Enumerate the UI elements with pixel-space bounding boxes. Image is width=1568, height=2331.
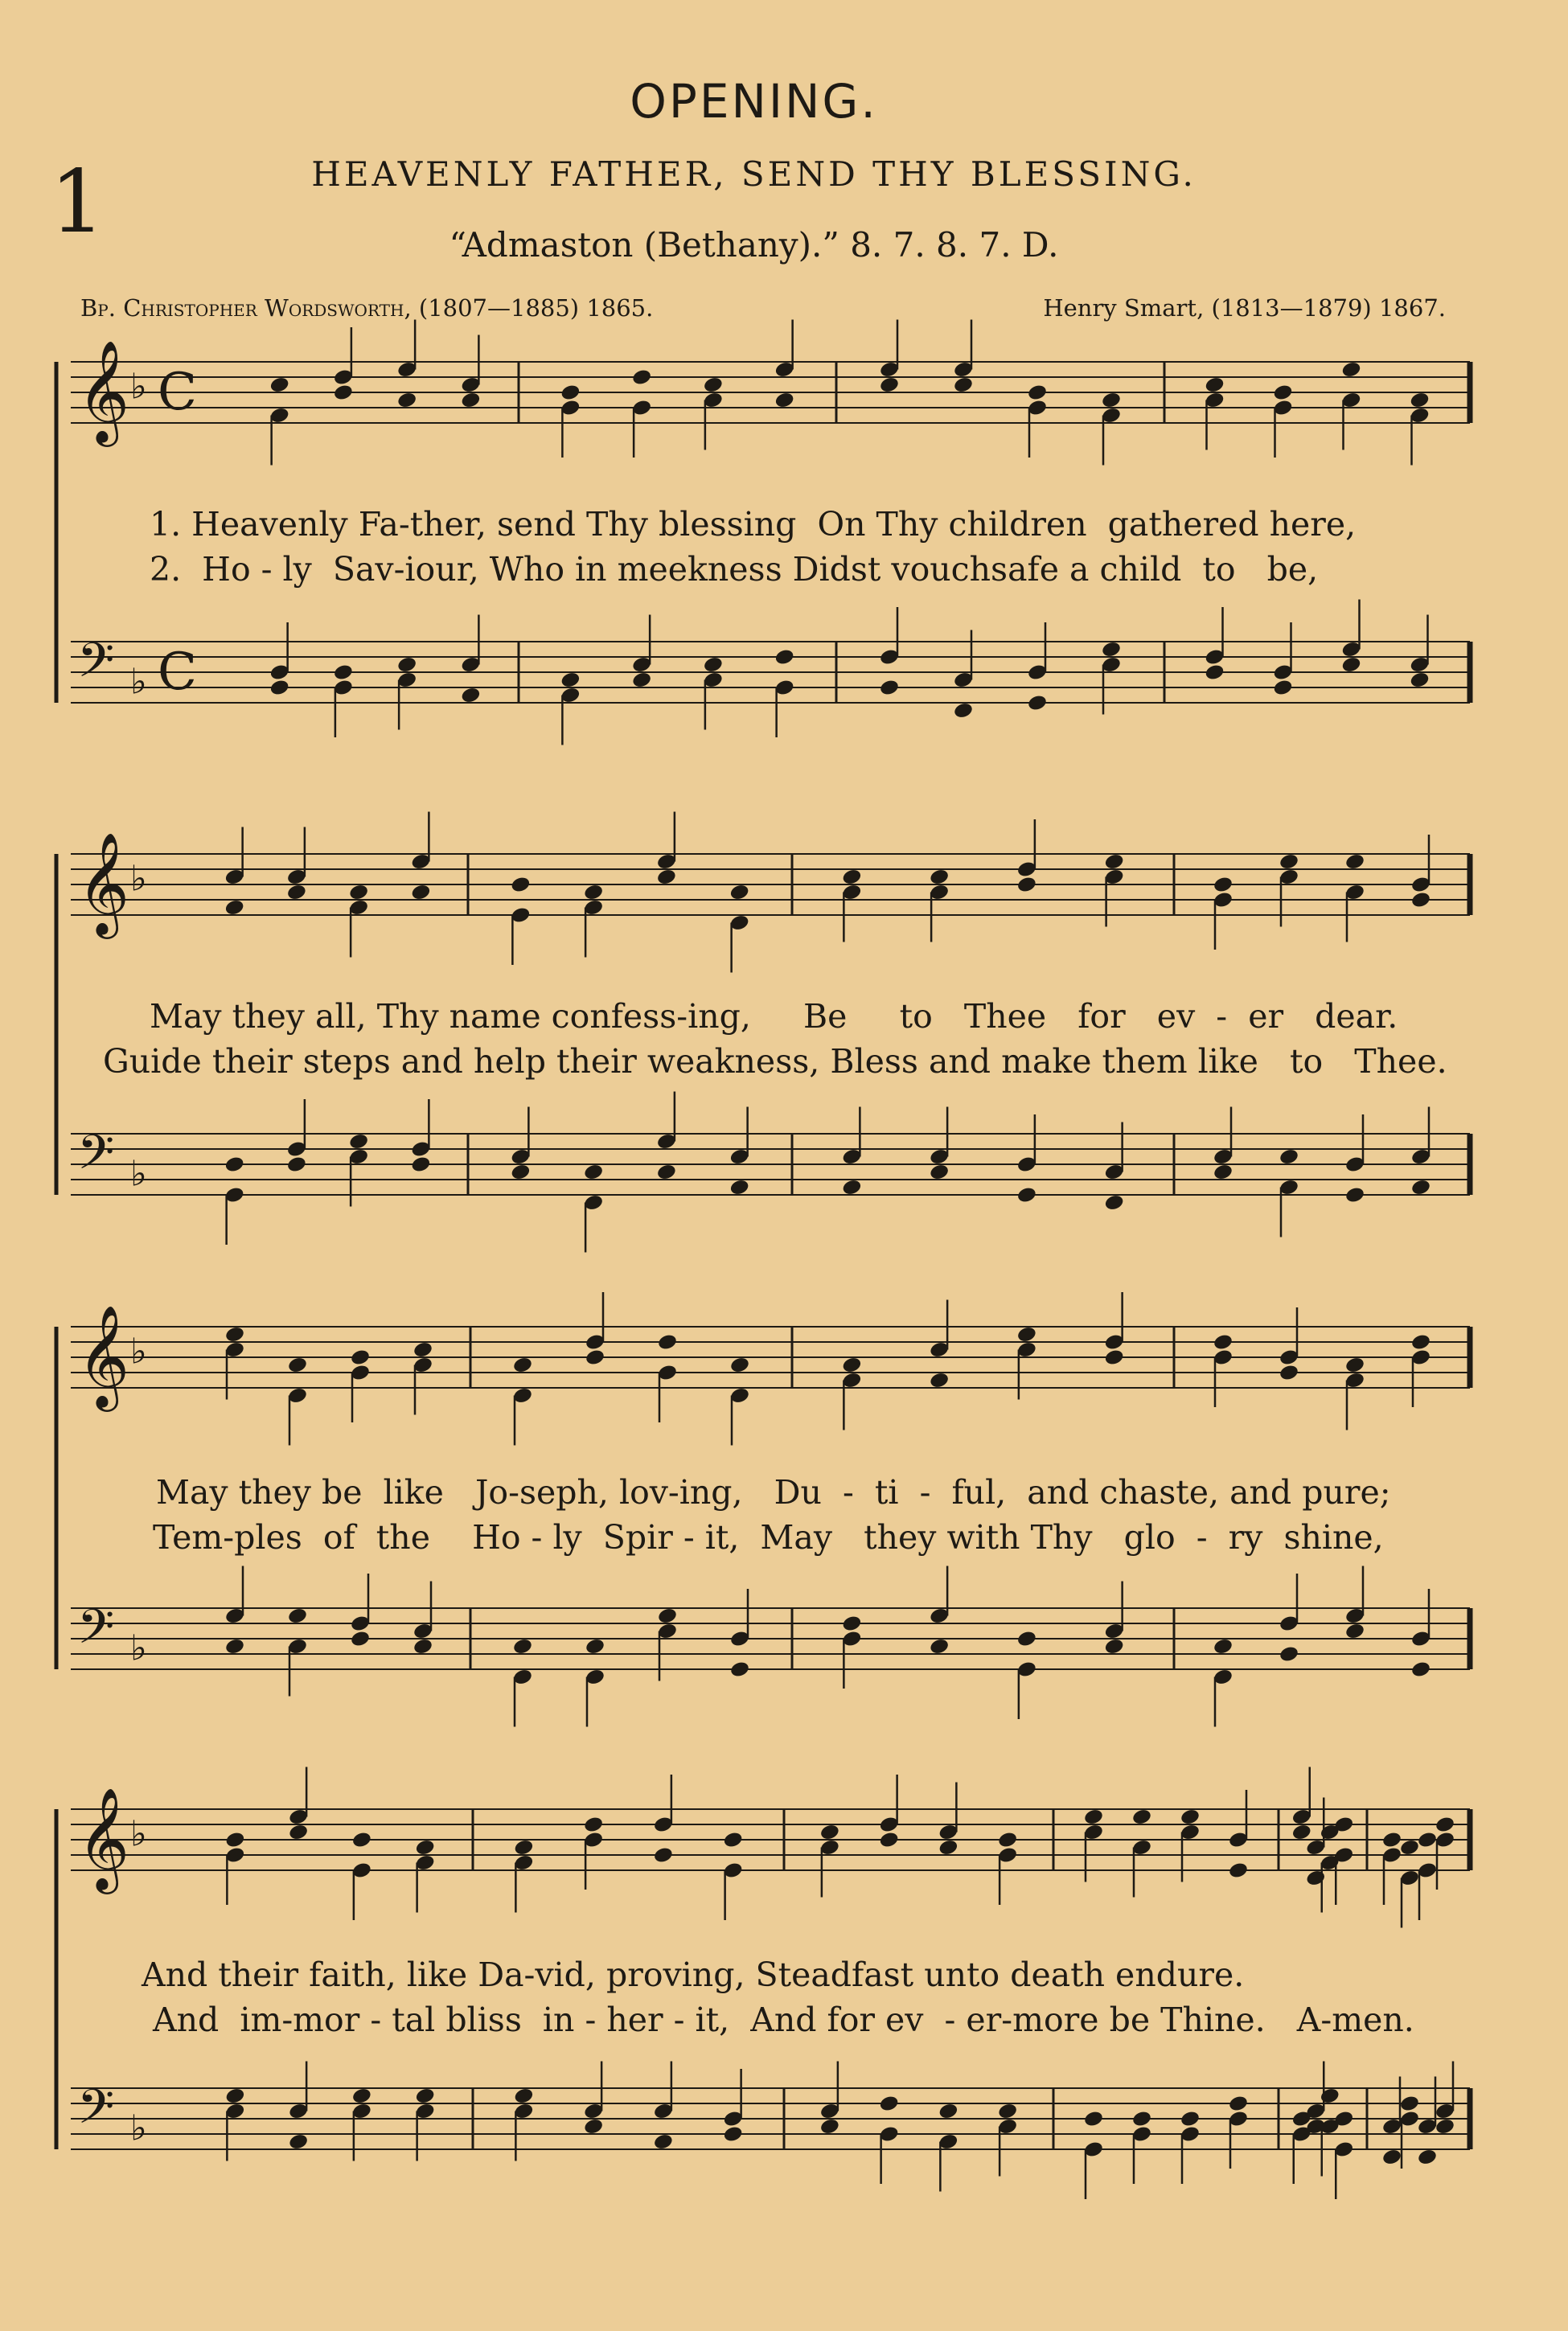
note-head	[512, 1637, 533, 1656]
bass-clef-icon: 𝄢	[77, 1598, 115, 1667]
note-head	[729, 1356, 750, 1374]
note-head	[396, 655, 417, 674]
note-head	[729, 883, 750, 901]
note-head	[1204, 376, 1225, 394]
note-head	[288, 1823, 309, 1841]
flat-key-signature-icon: ♭	[130, 1153, 147, 1195]
note-head	[703, 376, 724, 394]
note-head	[723, 1831, 744, 1849]
note-head	[510, 876, 531, 894]
note-head	[656, 1163, 677, 1181]
note-head	[460, 391, 481, 409]
note-head	[1083, 2110, 1104, 2128]
note-head	[1101, 391, 1122, 409]
note-head	[1272, 384, 1293, 402]
note-head	[288, 2132, 309, 2151]
note-head	[286, 883, 307, 901]
note-head	[631, 368, 652, 387]
flat-key-signature-icon: ♭	[130, 2107, 147, 2149]
note-head	[729, 1178, 750, 1196]
note-head	[348, 883, 369, 901]
note-head	[512, 1356, 533, 1374]
note-head	[510, 1163, 531, 1181]
note-head	[1399, 1838, 1420, 1857]
note-head	[997, 2102, 1018, 2120]
note-head	[1435, 1816, 1455, 1834]
note-head	[583, 1163, 604, 1181]
note-head	[287, 1356, 308, 1374]
note-head	[224, 1637, 245, 1656]
flat-key-signature-icon: ♭	[130, 1627, 147, 1669]
note-head	[657, 1607, 678, 1625]
bass-clef-icon: 𝄢	[77, 1124, 115, 1192]
note-head	[1409, 391, 1430, 409]
note-head	[938, 2102, 958, 2120]
note-head	[1409, 671, 1430, 689]
common-time-icon: C	[158, 642, 197, 702]
note-head	[460, 686, 481, 704]
hymn-title: HEAVENLY FATHER, SEND THY BLESSING.	[311, 154, 1197, 194]
note-head	[1027, 384, 1048, 402]
flat-key-signature-icon: ♭	[130, 1331, 147, 1373]
note-head	[415, 2087, 436, 2105]
note-head	[1344, 1622, 1365, 1640]
note-head	[1410, 891, 1431, 909]
note-head	[560, 384, 581, 402]
note-head	[513, 1838, 534, 1857]
note-head	[583, 2117, 604, 2136]
note-head	[351, 1831, 372, 1849]
note-head	[413, 1637, 433, 1656]
note-head	[841, 1178, 862, 1196]
note-head	[413, 1340, 433, 1359]
words-credit: Bp. Christopher Wordsworth, (1807—1885) 1865.	[80, 294, 654, 322]
note-head	[1131, 1808, 1152, 1826]
note-head	[929, 868, 950, 886]
note-head	[1410, 1333, 1431, 1352]
note-head	[879, 376, 900, 394]
note-head	[1279, 852, 1299, 871]
note-head	[929, 1371, 950, 1389]
hymn-number: 1	[50, 152, 105, 252]
common-time-icon: C	[158, 362, 197, 422]
note-head	[410, 1155, 431, 1174]
note-head	[729, 1660, 750, 1679]
system-1-verse-1: 1. Heavenly Fa-ther, send Thy blessing On Thy children gathered here,	[150, 505, 1357, 544]
note-head	[819, 1823, 840, 1841]
note-head	[410, 883, 431, 901]
note-head	[631, 671, 652, 689]
note-head	[333, 663, 354, 682]
flat-key-signature-icon: ♭	[130, 366, 147, 408]
system-4-verse-1: And their faith, like Da-vid, proving, Steadfast unto death endure.	[142, 1955, 1245, 1994]
note-head	[560, 671, 581, 689]
note-head	[269, 376, 290, 394]
note-head	[1417, 2148, 1438, 2166]
note-head	[224, 1155, 245, 1174]
note-head	[703, 655, 724, 674]
note-head	[348, 1132, 369, 1151]
note-head	[953, 701, 974, 720]
note-head	[1213, 876, 1233, 894]
flat-key-signature-icon: ♭	[130, 661, 147, 703]
note-head	[1381, 2148, 1402, 2166]
note-head	[224, 2087, 245, 2105]
note-head	[723, 2125, 744, 2144]
note-head	[1344, 1186, 1365, 1204]
note-head	[1180, 1808, 1201, 1826]
note-head	[1344, 852, 1365, 871]
note-head	[1131, 2110, 1152, 2128]
note-head	[774, 391, 795, 409]
note-head	[653, 1846, 674, 1865]
note-head	[585, 1637, 605, 1656]
note-head	[1291, 1823, 1312, 1841]
note-head	[269, 679, 290, 697]
note-head	[1279, 1147, 1299, 1166]
note-head	[286, 1155, 307, 1174]
note-head	[929, 1163, 950, 1181]
note-head	[841, 868, 862, 886]
note-head	[841, 1356, 862, 1374]
note-head	[224, 898, 245, 917]
note-head	[287, 1607, 308, 1625]
note-head	[1180, 2110, 1201, 2128]
note-head	[1344, 1356, 1365, 1374]
note-head	[774, 648, 795, 667]
note-head	[1016, 1630, 1037, 1648]
system-2-verse-2: Guide their steps and help their weakness, Bless and make them like to Thee.	[103, 1042, 1447, 1081]
note-head	[1305, 1869, 1326, 1887]
note-head	[953, 376, 974, 394]
note-head	[1381, 1831, 1402, 1849]
treble-clef-icon: 𝄞	[77, 339, 130, 443]
note-head	[997, 1831, 1018, 1849]
note-head	[1104, 852, 1125, 871]
note-head	[585, 1348, 605, 1367]
note-head	[350, 1630, 371, 1648]
note-head	[879, 1831, 900, 1849]
note-head	[1417, 1831, 1438, 1849]
note-head	[583, 883, 604, 901]
system-1-verse-2: 2. Ho - ly Sav-iour, Who in meekness Didst vouchsafe a child to be,	[150, 550, 1319, 589]
note-head	[1016, 876, 1037, 894]
note-head	[1104, 1637, 1125, 1656]
note-head	[1083, 1808, 1104, 1826]
note-head	[1101, 640, 1122, 659]
note-head	[583, 1816, 604, 1834]
note-head	[1340, 360, 1361, 379]
note-head	[1104, 1193, 1125, 1212]
note-head	[1228, 2095, 1249, 2113]
note-head	[1279, 1364, 1299, 1382]
flat-key-signature-icon: ♭	[130, 858, 147, 900]
note-head	[841, 1615, 862, 1633]
note-head	[1104, 1348, 1125, 1367]
note-head	[879, 679, 900, 697]
note-head	[513, 2087, 534, 2105]
system-4-verse-2: And im-mor - tal bliss in - her - it, And for ev - er-more be Thine. A-men.	[153, 2001, 1414, 2039]
note-head	[1213, 1163, 1233, 1181]
note-head	[1016, 1325, 1037, 1344]
note-head	[653, 2132, 674, 2151]
treble-clef-icon: 𝄞	[77, 831, 130, 935]
note-head	[1016, 1186, 1037, 1204]
system-2-verse-1: May they all, Thy name confess-ing, Be to Thee for ev - er dear.	[150, 997, 1398, 1036]
note-head	[1340, 655, 1361, 674]
note-head	[1272, 679, 1293, 697]
note-head	[396, 391, 417, 409]
note-head	[350, 1348, 371, 1367]
note-head	[1027, 694, 1048, 712]
bass-clef-icon: 𝄢	[77, 2079, 115, 2147]
system-3-verse-1: May they be like Jo-seph, lov-ing, Du - ti - ful, and chaste, and pure;	[156, 1473, 1391, 1512]
note-head	[1228, 1861, 1249, 1880]
note-head	[879, 2095, 900, 2113]
section-title: OPENING.	[630, 74, 878, 129]
tune-name-and-meter: “Admaston (Bethany).” 8. 7. 8. 7. D.	[449, 225, 1059, 265]
note-head	[656, 868, 677, 886]
note-head	[1279, 1645, 1299, 1664]
note-head	[415, 1838, 436, 1857]
note-head	[1213, 1637, 1233, 1656]
note-head	[938, 1838, 958, 1857]
note-head	[224, 1831, 245, 1849]
note-head	[1320, 2087, 1340, 2105]
note-head	[1204, 663, 1225, 682]
note-head	[929, 1637, 950, 1656]
system-3-verse-2: Tem-ples of the Ho - ly Spir - it, May they with Thy glo - ry shine,	[153, 1518, 1384, 1557]
note-head	[819, 2117, 840, 2136]
music-credit: Henry Smart, (1813—1879) 1867.	[1043, 294, 1446, 322]
note-head	[1399, 2095, 1420, 2113]
treble-clef-icon: 𝄞	[77, 1304, 130, 1408]
note-head	[224, 1325, 245, 1344]
flat-key-signature-icon: ♭	[130, 1813, 147, 1855]
note-head	[1410, 1660, 1431, 1679]
note-head	[351, 2087, 372, 2105]
note-head	[333, 384, 354, 402]
treble-clef-icon: 𝄞	[77, 1787, 130, 1890]
note-head	[1435, 2117, 1455, 2136]
note-head	[1410, 1178, 1431, 1196]
note-head	[1213, 1333, 1233, 1352]
bass-clef-icon: 𝄢	[77, 632, 115, 700]
note-head	[657, 1333, 678, 1352]
